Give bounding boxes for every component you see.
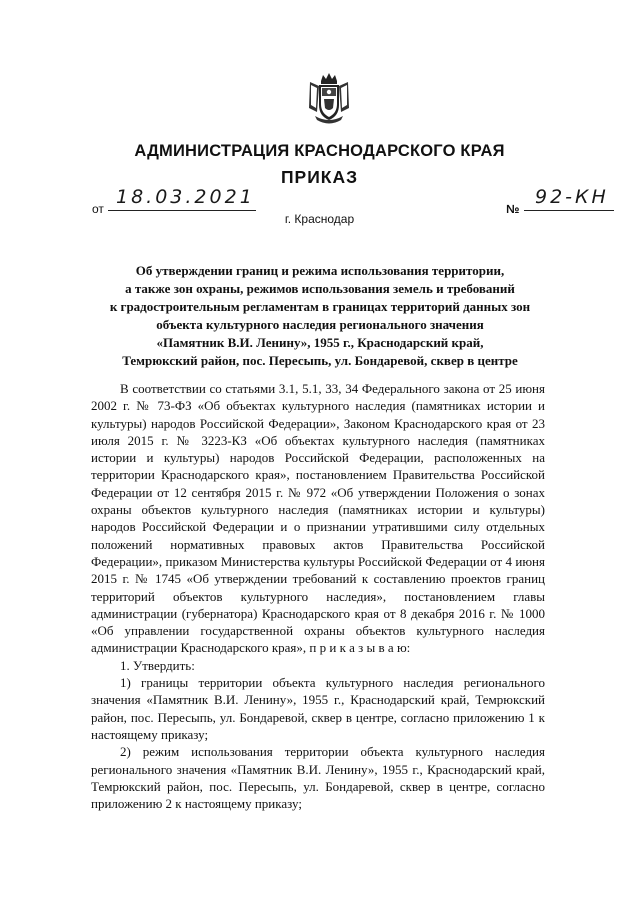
- document-body: [91, 380, 545, 812]
- number-label: №: [506, 202, 520, 216]
- title-line: объекта культурного наследия регионального значения: [156, 317, 484, 332]
- title-line: «Памятник В.И. Ленину», 1955 г., Краснодарский край,: [156, 335, 484, 350]
- organization-name: АДМИНИСТРАЦИЯ КРАСНОДАРСКОГО КРАЯ: [134, 142, 505, 160]
- document-title: [90, 262, 550, 370]
- order-subclause-1: 1) границы территории объекта культурного наследия регионального значения «Памятник В.И. Ленину», 1955 г., Краснодарский край, Темрюкский район, пос. Пересыпь, ул. Бондаревой, сквер в центре, согласно приложению 1 к настоящему приказу;: [91, 675, 545, 742]
- preamble-paragraph: В соответствии со статьями 3.1, 5.1, 33, 34 Федерального закона от 25 июня 2002 г. № 73-ФЗ «Об объектах культурного наследия (памятниках истории и культуры) народов Российской Федерации», Законом Краснодарского края от 23 июля 2015 г. № 3223-КЗ «Об объектах культурного наследия (памятниках истории и культуры) народов Российской Федерации, расположенных на территории Краснодарского края», постановлением Правительства Российской Федерации от 12 сентября 2015 г. № 972 «Об утверждении Положения о зонах охраны объектов культурного наследия (памятниках истории и культуры) народов Российской Федерации и о признании утратившими силу отдельных положений нормативных правовых актов Правительства Российской Федерации», приказом Министерства культуры Российской Федерации от 4 июня 2015 г. № 1745 «Об утверждении требований к составлению проектов границ территорий объектов культурного наследия», постановлением главы администрации (губернатора) Краснодарского края от 8 декабря 2016 г. № 1000 «Об управлении государственной охраны объектов культурного наследия администрации Краснодарского края», п р и к а з ы в а ю:: [91, 381, 545, 656]
- title-line: а также зон охраны, режимов использования земель и требований: [125, 281, 515, 296]
- order-subclause-2: 2) режим использования территории объекта культурного наследия регионального значения «Памятник В.И. Ленину», 1955 г., Краснодарский край, Темрюкский район, пос. Пересыпь, ул. Бондаревой, сквер в центре, согласно приложению 2 к настоящему приказу;: [91, 744, 545, 812]
- date-handwritten: 18.03.2021: [116, 186, 255, 208]
- title-line: к градостроительным регламентам в границах территорий данных зон: [109, 299, 531, 314]
- document-type: ПРИКАЗ: [280, 167, 359, 187]
- number-handwritten: 92-КН: [535, 186, 609, 208]
- order-clause-1: 1. Утвердить:: [120, 657, 195, 673]
- title-line: Об утверждении границ и режима использования территории,: [135, 263, 505, 278]
- krasnodar-coat-of-arms-emblem: [307, 72, 351, 124]
- date-label: от: [92, 202, 104, 216]
- title-line: Темрюкский район, пос. Пересыпь, ул. Бондаревой, сквер в центре: [122, 353, 518, 368]
- city-name: г. Краснодар: [284, 212, 355, 226]
